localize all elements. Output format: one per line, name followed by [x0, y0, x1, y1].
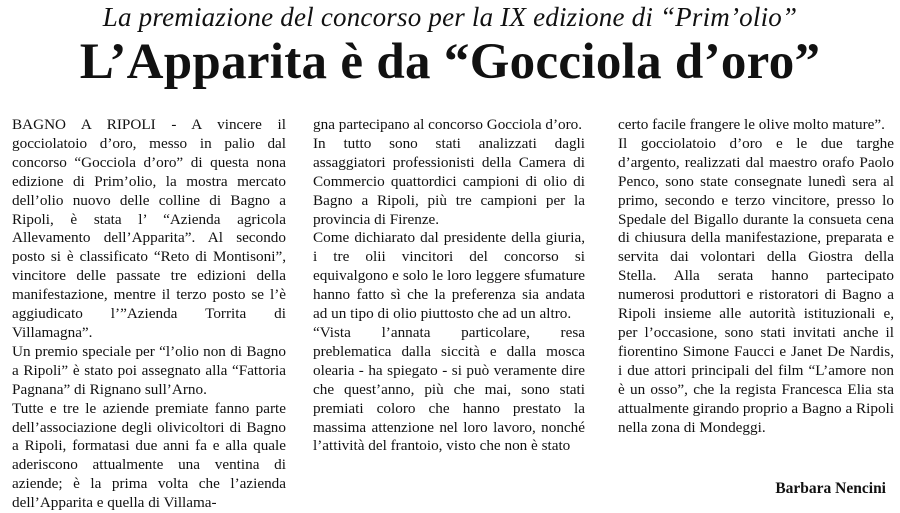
article-headline: L’Apparita è da “Gocciola d’oro”	[79, 34, 821, 90]
paragraph: Come dichiarato dal presidente della giuria, i tre olii vincitori del concorso si equivalgono e solo le loro leggere sfumature hanno fatto sì che la preferenza sia andata ad un tipo di olio piuttosto che ad un altro.	[313, 229, 585, 323]
article-kicker: La premiazione del concorso per la IX edizione di “Prim’olio”	[102, 2, 798, 32]
author-byline: Barbara Nencini	[775, 480, 886, 497]
article-column-2	[313, 116, 585, 456]
paragraph: In tutto sono stati analizzati dagli assaggiatori professionisti della Camera di Commercio quattordici campioni di olio di Bagno a Ripoli, più tre campioni per la provincia di Firenze.	[313, 134, 585, 228]
article-column-3	[618, 116, 894, 437]
paragraph: “Vista l’annata particolare, resa preblematica dalla siccità e dalla mosca olearia - ha spiegato - si può veramente dire che quest’anno, più che mai, sono stati premiati coloro che hanno prestato la massima attenzione nel loro lavoro, nonché l’attività del frantoio, visto che non è stato	[313, 323, 585, 455]
paragraph: Un premio speciale per “l’olio non di Bagno a Ripoli” è stato poi assegnato alla “Fattoria Pagnana” di Rignano sull’Arno.	[12, 342, 286, 398]
paragraph: certo facile frangere le olive molto mature”.	[618, 116, 885, 133]
paragraph: Il gocciolatoio d’oro e le due targhe d’argento, realizzati dal maestro orafo Paolo Penco, sono state consegnate lunedì sera al primo, secondo e terzo vincitore, presso lo Spedale del Bigallo durante la consueta cena di chiusura della manifestazione, preparata e servita dai volontari della Giostra della Stella. Alla serata hanno partecipato numerosi produttori e ristoratori di Bagno a Ripoli insieme alle autorità istituzionali e, per l’occasione, sono stati invitati anche il fiorentino Simone Faucci e Janet De Nardis, i due attori principali del film “L’amore non è un osso”, che la regista Francesca Elia sta attualmente girando proprio a Bagno a Ripoli nella zona di Mondeggi.	[618, 134, 894, 436]
paragraph: BAGNO A RIPOLI - A vincere il gocciolatoio d’oro, messo in palio dal concorso “Gocciola d’oro” di questa nona edizione di Prim’olio, la mostra mercato dell’olio nuovo delle colline di Bagno a Ripoli, è stata l’ “Azienda agricola Allevamento dell’Apparita”. Al secondo posto si è classificato “Reto di Montisoni”, vincitore delle passate tre edizioni della manifestazione, mentre il terzo posto se l’è aggiudicato l’”Azienda Torrita di Villamagna”.	[12, 116, 286, 341]
paragraph: gna partecipano al concorso Gocciola d’oro.	[313, 116, 583, 133]
article-column-1	[12, 116, 286, 513]
paragraph: Tutte e tre le aziende premiate fanno parte dell’associazione degli olivicoltori di Bagno a Ripoli, formatasi due anni fa e alla quale aderiscono attualmente una ventina di aziende; è la prima volta che l’azienda dell’Apparita e quella di Villama-	[12, 399, 286, 512]
